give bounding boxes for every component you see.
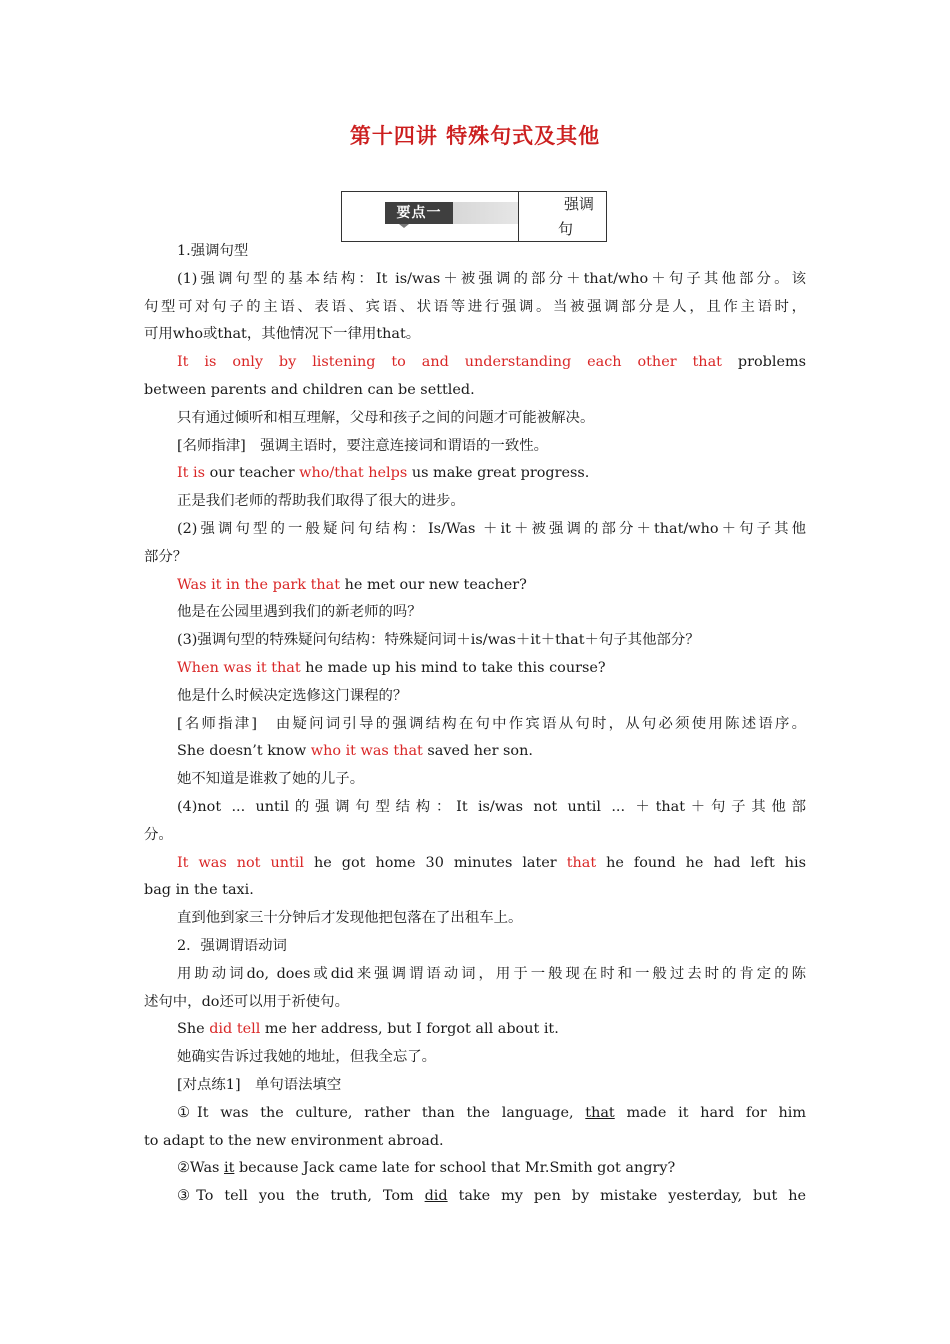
paragraph-line: 可用who或that，其他情况下一律用that。 xyxy=(144,326,421,343)
section-label xyxy=(558,192,598,242)
tip-line: [名师指津] 强调主语时，要注意连接词和谓语的一致性。 xyxy=(177,437,548,454)
example-text: She doesn’t know xyxy=(177,743,311,760)
badge-pointer-icon xyxy=(399,224,409,228)
translation-line: 她确实告诉过我她的地址，但我全忘了。 xyxy=(177,1049,437,1066)
exercise-line xyxy=(144,1183,806,1211)
emphasis-text: It was not until xyxy=(177,854,304,871)
example-line xyxy=(144,738,806,766)
example-text: he got home 30 minutes later xyxy=(304,854,567,871)
exercise-text: made it hard for him xyxy=(614,1104,806,1121)
example-line xyxy=(144,850,806,878)
exercise-text: because Jack came late for school that Mr.Smith got angry? xyxy=(234,1160,676,1177)
paragraph-line: (3)强调句型的特殊疑问句结构：特殊疑问词＋is/was＋it＋that＋句子其他部分？ xyxy=(177,632,700,649)
exercise-text: ②Was xyxy=(177,1160,224,1177)
emphasis-text: Was it in the park that xyxy=(177,576,341,593)
translation-line: 正是我们老师的帮助我们取得了很大的进步。 xyxy=(177,493,465,510)
example-line: between parents and children can be settled. xyxy=(144,381,475,398)
example-line xyxy=(144,460,806,488)
translation-line: 只有通过倾听和相互理解，父母和孩子之间的问题才可能被解决。 xyxy=(177,409,595,426)
paragraph-line: 部分？ xyxy=(144,548,188,565)
answer-blank: it xyxy=(223,1160,235,1177)
translation-line: 她不知道是谁救了她的儿子。 xyxy=(177,771,365,788)
tip-line: [名师指津] 由疑问词引导的强调结构在句中作宾语从句时，从句必须使用陈述语序。 xyxy=(177,715,806,732)
example-text: he found he had left his xyxy=(596,854,806,871)
example-text: me her address, but I forgot all about it. xyxy=(260,1021,559,1038)
paragraph-line: 句型可对句子的主语、表语、宾语、状语等进行强调。当被强调部分是人，且作主语时， xyxy=(144,298,806,315)
drill-heading: [对点练1] 单句语法填空 xyxy=(177,1076,342,1093)
translation-line: 他是在公园里遇到我们的新老师的吗？ xyxy=(177,604,422,621)
heading-emphatic-verb: 2．强调谓语动词 xyxy=(177,937,287,954)
document-body xyxy=(144,238,806,1211)
exercise-text: take my pen by mistake yesterday, but he xyxy=(447,1188,806,1205)
paragraph-line: (1)强调句型的基本结构：It is/was＋被强调的部分＋that/who＋句子其他部分。该 xyxy=(177,270,806,287)
paragraph-line: 述句中，do还可以用于祈使句。 xyxy=(144,993,349,1010)
example-text: he made up his mind to take this course? xyxy=(300,659,606,676)
exercise-text: ①It was the culture, rather than the language, xyxy=(177,1104,586,1121)
example-line xyxy=(144,1016,806,1044)
exercise-line: to adapt to the new environment abroad. xyxy=(144,1132,444,1149)
example-line xyxy=(144,572,806,600)
emphasis-text: did tell xyxy=(209,1021,261,1038)
page-title: 第十四讲 特殊句式及其他 xyxy=(349,124,601,148)
section-badge-label: 要点一 xyxy=(385,202,453,224)
answer-blank: that xyxy=(585,1104,615,1121)
example-text: problems xyxy=(721,354,806,371)
paragraph-line: 分。 xyxy=(144,826,173,843)
example-text: us make great progress. xyxy=(407,465,590,482)
section-label-line2: 句 xyxy=(558,220,574,238)
section-label-line1: 强调 xyxy=(564,195,595,213)
heading-emphatic-pattern: 1.强调句型 xyxy=(177,243,249,259)
emphasis-text: who it was that xyxy=(310,743,423,760)
example-line: bag in the taxi. xyxy=(144,882,254,899)
exercise-text: ③To tell you the truth, Tom xyxy=(177,1188,425,1205)
example-text: our teacher xyxy=(205,465,300,482)
example-line xyxy=(144,349,806,377)
emphasis-text: It is xyxy=(177,465,206,482)
emphasis-text: that xyxy=(566,854,597,871)
example-text: She xyxy=(177,1021,210,1038)
exercise-line xyxy=(144,1155,806,1183)
emphasis-text: It is only by listening to and understanding each other that xyxy=(177,354,722,371)
translation-line: 他是什么时候决定选修这门课程的？ xyxy=(177,687,408,704)
paragraph-line: (2)强调句型的一般疑问句结构：Is/Was ＋it＋被强调的部分＋that/who＋句子其他 xyxy=(177,520,806,537)
translation-line: 直到他到家三十分钟后才发现他把包落在了出租车上。 xyxy=(177,910,523,927)
emphasis-text: When was it that xyxy=(177,659,301,676)
exercise-line xyxy=(144,1100,806,1128)
section-tag-box xyxy=(341,191,607,242)
answer-blank: did xyxy=(424,1188,448,1205)
emphasis-text: who/that helps xyxy=(299,465,408,482)
example-line xyxy=(144,655,806,683)
tag-divider xyxy=(518,192,519,241)
paragraph-line: (4)not ... until的强调句型结构：It is/was not until ... ＋that＋句子其他部 xyxy=(177,798,806,815)
section-badge xyxy=(385,202,518,224)
example-text: he met our new teacher? xyxy=(340,576,527,593)
example-text: saved her son. xyxy=(422,743,533,760)
paragraph-line: 用助动词do, does或did来强调谓语动词，用于一般现在时和一般过去时的肯定的陈 xyxy=(177,965,806,982)
